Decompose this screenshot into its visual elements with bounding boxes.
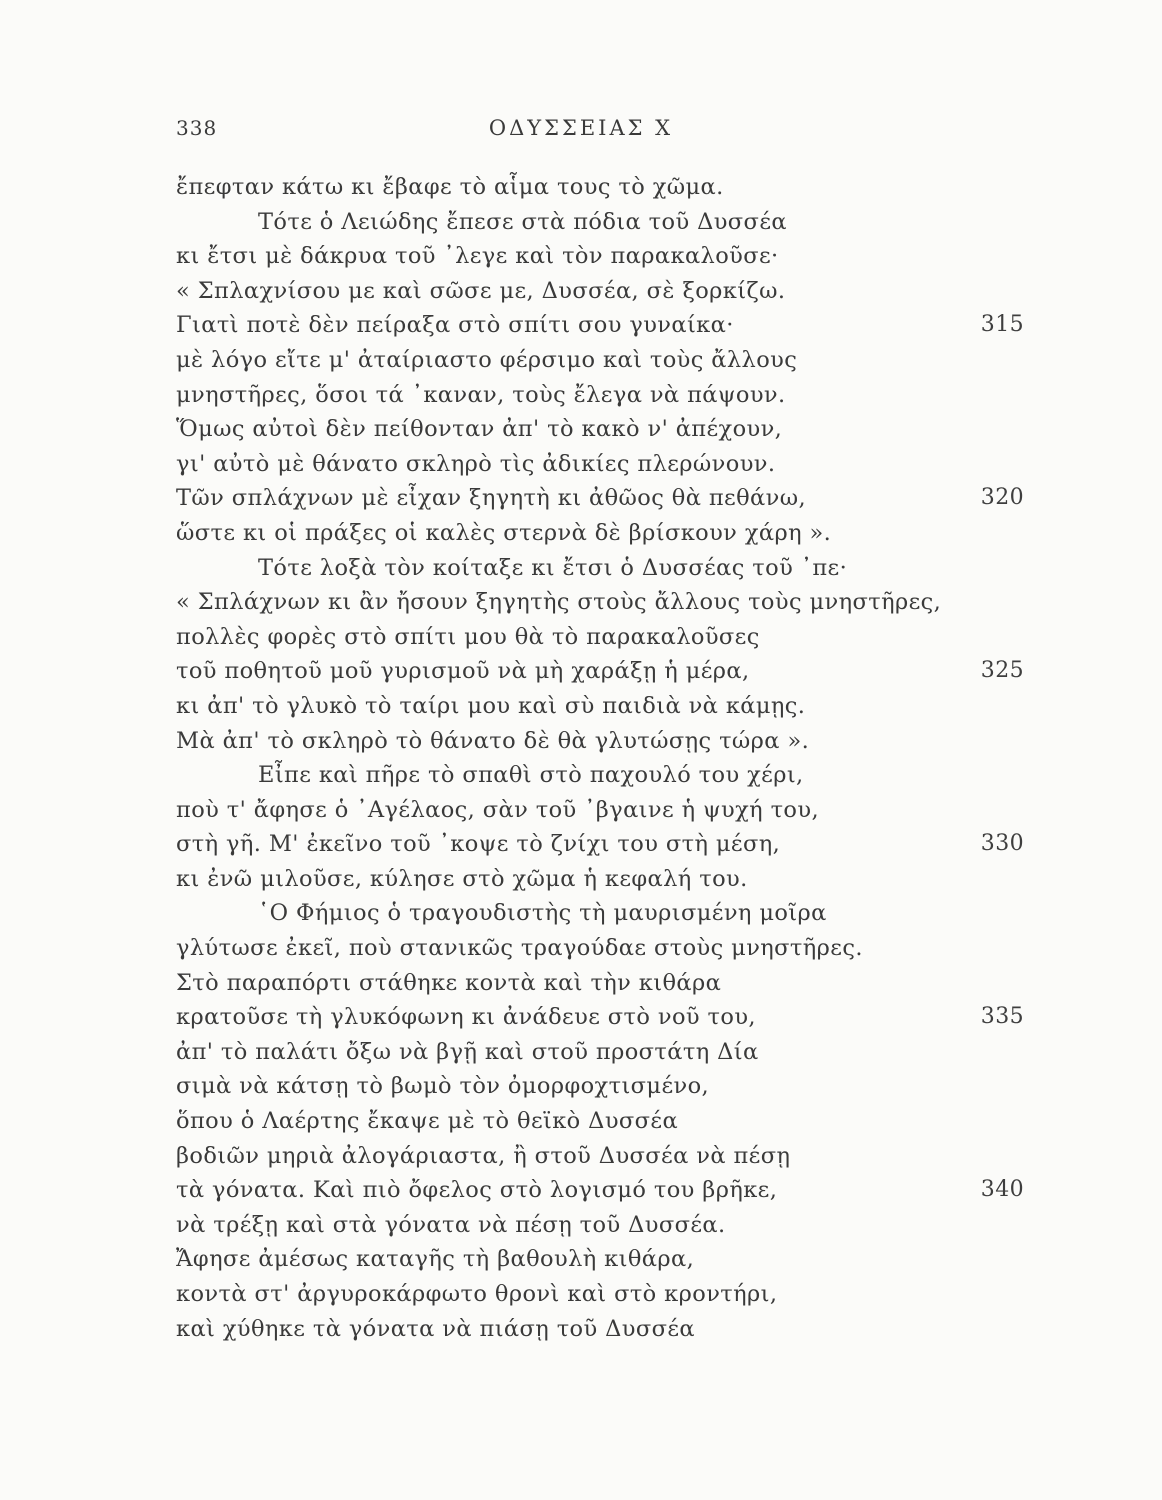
poem-text (176, 170, 1024, 1346)
verse-line (176, 1035, 1016, 1070)
verse-text: « Σπλάχνων κι ἂν ἤσουν ξηγητὴς στοὺς ἄλλους τοὺς μνηστῆρες, (176, 589, 942, 616)
verse-text: καὶ χύθηκε τὰ γόνατα νὰ πιάσῃ τοῦ Δυσσέα (176, 1315, 696, 1342)
verse-line (176, 793, 1016, 828)
verse-line (176, 1069, 1016, 1104)
verse-text: βοδιῶν μηριὰ ἀλογάριαστα, ἢ στοῦ Δυσσέα νὰ πέσῃ (176, 1142, 791, 1169)
line-number: 335 (980, 1004, 1024, 1030)
verse-line (176, 1242, 1016, 1277)
verse-text: κοντὰ στ' ἀργυροκάρφωτο θρονὶ καὶ στὸ κροντήρι, (176, 1281, 778, 1307)
verse-text: Εἶπε καὶ πῆρε τὸ σπαθὶ στὸ παχουλό του χέρι, (258, 762, 804, 789)
verse-line (176, 827, 1024, 862)
verse-line (176, 1277, 1016, 1312)
verse-text: μνηστῆρες, ὅσοι τά ᾿καναν, τοὺς ἔλεγα νὰ πάψουν. (176, 381, 786, 408)
verse-text: ἀπ' τὸ παλάτι ὄξω νὰ βγῇ καὶ στοῦ προστάτη Δία (176, 1038, 759, 1065)
verse-line (176, 896, 1016, 931)
verse-text: σιμὰ νὰ κάτσῃ τὸ βωμὸ τὸν ὀμορφοχτισμένο, (176, 1073, 710, 1100)
verse-line (176, 758, 1016, 793)
verse-line (176, 239, 1016, 274)
verse-line (176, 620, 1016, 655)
verse-text: Ἄφησε ἀμέσως καταγῆς τὴ βαθουλὴ κιθάρα, (176, 1246, 695, 1273)
verse-line (176, 654, 1024, 689)
verse-text: κρατοῦσε τὴ γλυκόφωνη κι ἀνάδευε στὸ νοῦ του, (176, 1004, 756, 1031)
verse-line (176, 1000, 1024, 1035)
verse-line (176, 724, 1016, 759)
verse-text: κι ἐνῶ μιλοῦσε, κύλησε στὸ χῶμα ἡ κεφαλή του. (176, 865, 748, 892)
verse-line (176, 1139, 1016, 1174)
verse-line (176, 966, 1016, 1001)
page-number: 338 (176, 116, 218, 140)
running-head (0, 116, 1162, 146)
verse-line (176, 551, 1016, 586)
verse-line (176, 516, 1016, 551)
verse-text: ὥστε κι οἱ πράξες οἱ καλὲς στερνὰ δὲ βρίσκουν χάρη ». (176, 519, 832, 546)
verse-text: Στὸ παραπόρτι στάθηκε κοντὰ καὶ τὴν κιθάρα (176, 969, 722, 996)
verse-text: ῾Ο Φήμιος ὁ τραγουδιστὴς τὴ μαυρισμένη μοῖρα (258, 900, 827, 927)
verse-line (176, 447, 1016, 482)
verse-text: κι ἔτσι μὲ δάκρυα τοῦ ᾿λεγε καὶ τὸν παρακαλοῦσε· (176, 243, 779, 270)
verse-line (176, 862, 1016, 897)
verse-text: στὴ γῆ. Μ' ἐκεῖνο τοῦ ᾿κοψε τὸ ζνίχι του στὴ μέση, (176, 831, 781, 858)
verse-line (176, 205, 1016, 240)
verse-line (176, 412, 1016, 447)
verse-line (176, 931, 1016, 966)
verse-text: τὰ γόνατα. Καὶ πιὸ ὄφελος στὸ λογισμό του βρῆκε, (176, 1177, 778, 1204)
verse-text: νὰ τρέξῃ καὶ στὰ γόνατα νὰ πέσῃ τοῦ Δυσσέα. (176, 1211, 726, 1238)
verse-text: Γιατὶ ποτὲ δὲν πείραξα στὸ σπίτι σου γυναίκα· (176, 312, 734, 339)
verse-text: Μὰ ἀπ' τὸ σκληρὸ τὸ θάνατο δὲ θὰ γλυτώσῃς τώρα ». (176, 727, 810, 754)
verse-line (176, 585, 1016, 620)
verse-line (176, 274, 1016, 309)
running-title: ΟΔΥΣΣΕΙΑΣ Χ (488, 116, 674, 140)
verse-line (176, 343, 1016, 378)
line-number: 315 (980, 312, 1024, 338)
verse-text: ὅπου ὁ Λαέρτης ἔκαψε μὲ τὸ θεϊκὸ Δυσσέα (176, 1108, 679, 1135)
verse-text: κι ἀπ' τὸ γλυκὸ τὸ ταίρι μου καὶ σὺ παιδιὰ νὰ κάμῃς. (176, 692, 806, 719)
verse-text: Τῶν σπλάχνων μὲ εἶχαν ξηγητὴ κι ἀθῶος θὰ πεθάνω, (176, 485, 807, 512)
verse-text: γλύτωσε ἐκεῖ, ποὺ στανικῶς τραγούδαε στοὺς μνηστῆρες. (176, 935, 863, 962)
verse-text: Ὅμως αὐτοὶ δὲν πείθονταν ἀπ' τὸ κακὸ ν' ἀπέχουν, (176, 416, 783, 443)
line-number: 325 (980, 658, 1024, 684)
verse-text: Τότε λοξὰ τὸν κοίταξε κι ἔτσι ὁ Δυσσέας τοῦ ᾿πε· (258, 554, 848, 581)
verse-text: « Σπλαχνίσου με καὶ σῶσε με, Δυσσέα, σὲ ξορκίζω. (176, 277, 786, 304)
verse-line (176, 1312, 1016, 1347)
line-number: 320 (980, 485, 1024, 511)
verse-text: μὲ λόγο εἴτε μ' ἀταίριαστο φέρσιμο καὶ τοὺς ἄλλους (176, 346, 798, 373)
verse-line (176, 308, 1024, 343)
verse-line (176, 1104, 1016, 1139)
verse-text: γι' αὐτὸ μὲ θάνατο σκληρὸ τὶς ἀδικίες πλερώνουν. (176, 450, 776, 477)
verse-text: τοῦ ποθητοῦ μοῦ γυρισμοῦ νὰ μὴ χαράξῃ ἡ μέρα, (176, 658, 750, 685)
verse-line (176, 1208, 1016, 1243)
verse-line (176, 170, 1016, 205)
verse-line (176, 378, 1016, 413)
verse-text: πολλὲς φορὲς στὸ σπίτι μου θὰ τὸ παρακαλοῦσες (176, 623, 760, 650)
line-number: 330 (980, 831, 1024, 857)
verse-line (176, 1173, 1024, 1208)
verse-text: Τότε ὁ Λειώδης ἔπεσε στὰ πόδια τοῦ Δυσσέα (258, 208, 787, 235)
verse-line (176, 689, 1016, 724)
verse-line (176, 481, 1024, 516)
verse-text: ποὺ τ' ἄφησε ὁ ᾿Αγέλαος, σὰν τοῦ ᾿βγαινε ἡ ψυχή του, (176, 796, 820, 823)
verse-text: ἔπεφταν κάτω κι ἔβαφε τὸ αἷμα τους τὸ χῶμα. (176, 174, 724, 200)
line-number: 340 (980, 1177, 1024, 1203)
